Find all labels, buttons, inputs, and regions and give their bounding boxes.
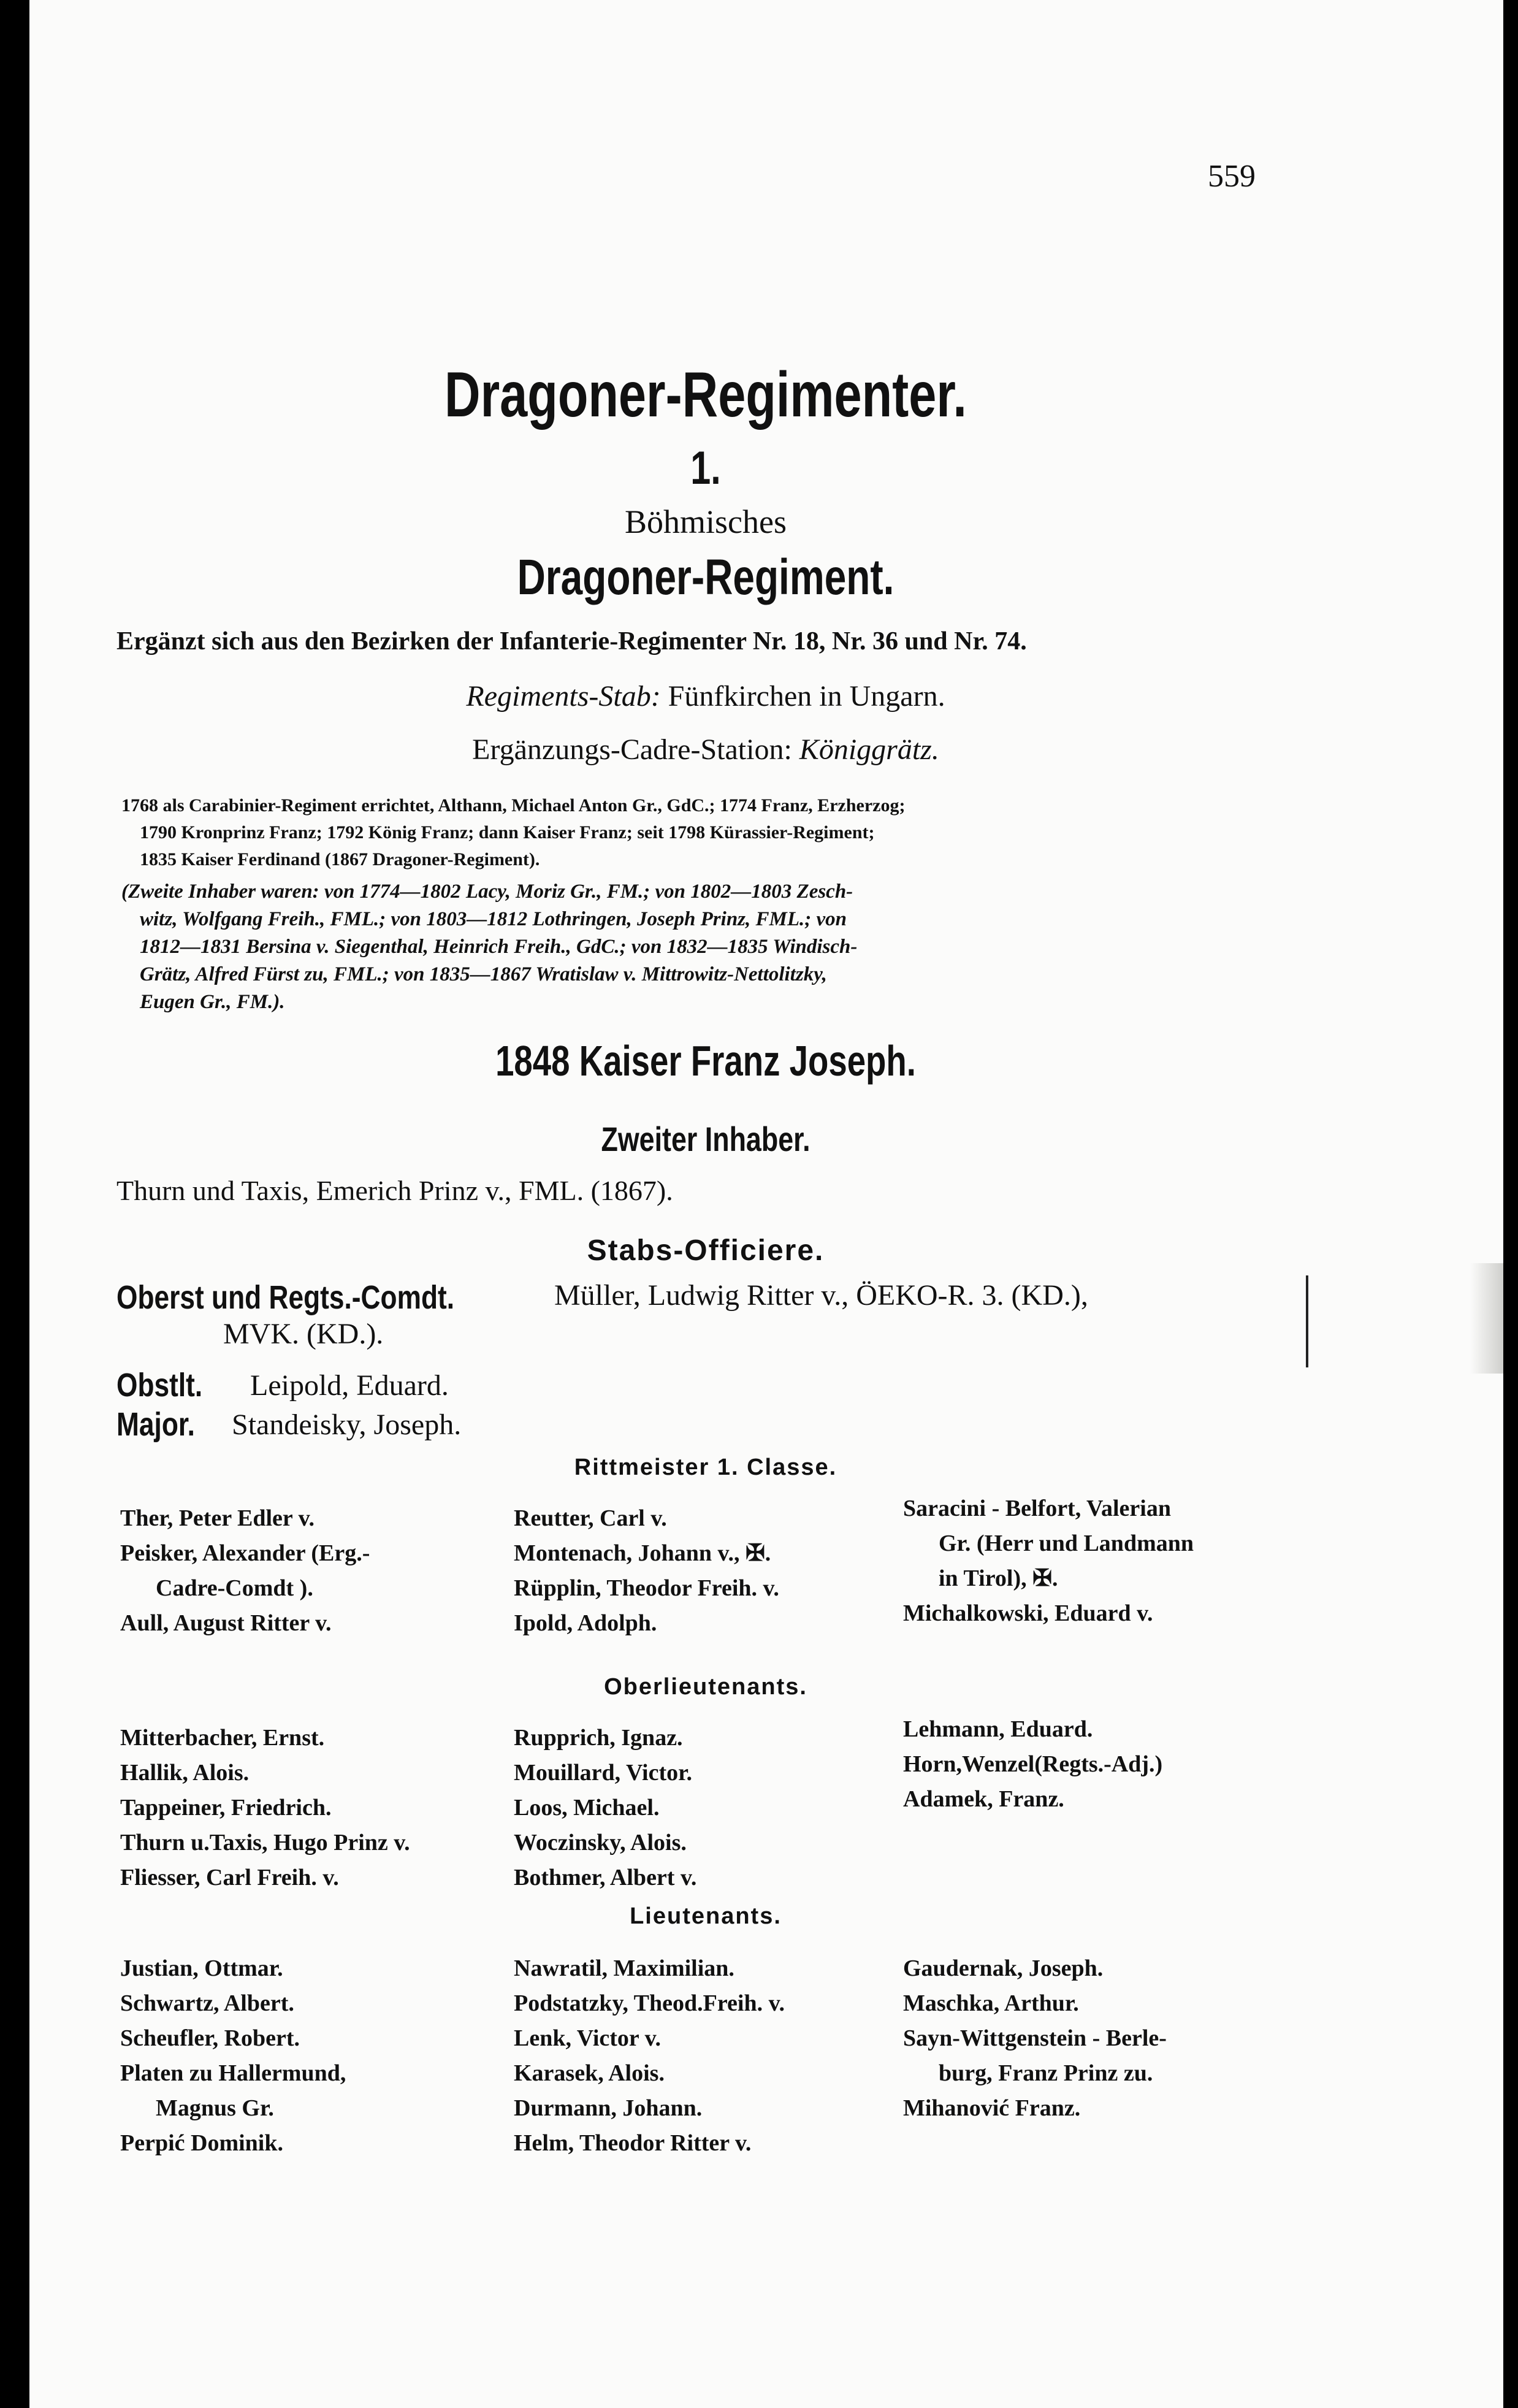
list-item: Bothmer, Albert v. <box>514 1865 697 1890</box>
list-item: Mihanović Franz. <box>903 2095 1081 2121</box>
regiment-staff-line <box>29 679 1382 713</box>
list-item: Michalkowski, Eduard v. <box>903 1600 1153 1626</box>
regiment-number: 1. <box>690 442 721 494</box>
list-item: Karasek, Alois. <box>514 2060 665 2086</box>
regiment-staff-label: Regiments-Stab: <box>466 680 661 713</box>
major-rank: Major. <box>116 1406 195 1443</box>
note-line: (Zweite Inhaber waren: von 1774—1802 Lacy, Moriz Gr., FM.; von 1802—1803 Zesch- <box>121 881 853 903</box>
page-number: 559 <box>1208 159 1256 194</box>
obstlt-name: Leipold, Eduard. <box>250 1369 449 1402</box>
list-item: Rüpplin, Theodor Freih. v. <box>514 1575 779 1601</box>
list-item: in Tirol), ✠. <box>939 1565 1058 1591</box>
history-line: 1835 Kaiser Ferdinand (1867 Dragoner-Regiment). <box>140 849 540 870</box>
regiment-history <box>121 792 1305 873</box>
list-item: Fliesser, Carl Freih. v. <box>120 1865 339 1890</box>
list-item: Mitterbacher, Ernst. <box>120 1725 325 1751</box>
list-item: Woczinsky, Alois. <box>514 1830 687 1856</box>
list-item: Sayn-Wittgenstein - Berle- <box>903 2025 1167 2051</box>
page-edge-shadow <box>1470 1263 1503 1374</box>
list-item: Platen zu Hallermund, <box>120 2060 346 2086</box>
note-line: witz, Wolfgang Freih., FML.; von 1803—1812 Lothringen, Joseph Prinz, FML.; von <box>140 908 847 930</box>
list-item: Reutter, Carl v. <box>514 1505 667 1531</box>
note-line: Eugen Gr., FM.). <box>140 991 285 1013</box>
list-item: Rupprich, Ignaz. <box>514 1725 683 1751</box>
major-name: Standeisky, Joseph. <box>232 1408 462 1441</box>
list-item: Durmann, Johann. <box>514 2095 703 2121</box>
list-item: Perpić Dominik. <box>120 2130 283 2156</box>
obstlt-rank: Obstlt. <box>116 1367 203 1404</box>
list-item: Hallik, Alois. <box>120 1760 250 1786</box>
list-item: Thurn u.Taxis, Hugo Prinz v. <box>120 1830 410 1856</box>
list-item: Gaudernak, Joseph. <box>903 1955 1104 1981</box>
list-item: Gr. (Herr und Landmann <box>939 1531 1194 1556</box>
list-item: Tappeiner, Friedrich. <box>120 1795 332 1821</box>
second-owner-heading: Zweiter Inhaber. <box>601 1120 810 1158</box>
list-item: Ipold, Adolph. <box>514 1610 657 1636</box>
oberlieutenants-heading: Oberlieutenants. <box>604 1674 807 1700</box>
list-item: Horn,Wenzel(Regts.-Adj.) <box>903 1751 1163 1777</box>
rittmeister-col-1 <box>120 1501 370 1641</box>
staff-officers-heading: Stabs-Officiere. <box>587 1234 825 1267</box>
regiment-type: Dragoner-Regiment. <box>517 549 894 605</box>
cadre-station-line <box>29 733 1382 766</box>
list-item: Loos, Michael. <box>514 1795 660 1821</box>
second-owners-note <box>121 878 1305 1016</box>
rittmeister-col-3 <box>903 1491 1194 1631</box>
oberlieutenants-col-3 <box>903 1712 1162 1817</box>
lieutenants-col-2 <box>514 1951 785 2161</box>
recruitment-line: Ergänzt sich aus den Bezirken der Infanterie-Regimenter Nr. 18, Nr. 36 und Nr. 74. <box>116 627 1027 656</box>
list-item: Scheufler, Robert. <box>120 2025 300 2051</box>
history-line: 1790 Kronprinz Franz; 1792 König Franz; dann Kaiser Franz; seit 1798 Kürassier-Regiment; <box>140 822 875 843</box>
list-item: Schwartz, Albert. <box>120 1990 294 2016</box>
list-item: Helm, Theodor Ritter v. <box>514 2130 752 2156</box>
list-item: Justian, Ottmar. <box>120 1955 283 1981</box>
oberst-rank: Oberst und Regts.-Comdt. <box>116 1279 455 1316</box>
rittmeister-col-2 <box>514 1501 779 1641</box>
owner-heading: 1848 Kaiser Franz Joseph. <box>495 1037 916 1085</box>
list-item: Podstatzky, Theod.Freih. v. <box>514 1990 785 2016</box>
regiment-origin: Böhmisches <box>625 503 787 540</box>
oberst-name-cont: MVK. (KD.). <box>223 1318 384 1350</box>
cadre-station-value: Königgrätz. <box>799 733 939 766</box>
list-item: Aull, August Ritter v. <box>120 1610 332 1636</box>
list-item: Montenach, Johann v., ✠. <box>514 1540 771 1566</box>
rittmeister-heading: Rittmeister 1. Classe. <box>574 1454 837 1480</box>
note-line: 1812—1831 Bersina v. Siegenthal, Heinrich Freih., GdC.; von 1832—1835 Windisch- <box>140 936 858 958</box>
page-title: Dragoner-Regimenter. <box>444 359 967 430</box>
list-item: Adamek, Franz. <box>903 1786 1064 1812</box>
margin-line <box>1306 1275 1308 1367</box>
list-item: Cadre-Comdt ). <box>156 1575 313 1601</box>
list-item: Peisker, Alexander (Erg.- <box>120 1540 370 1566</box>
history-line: 1768 als Carabinier-Regiment errichtet, Althann, Michael Anton Gr., GdC.; 1774 Franz, Erzherzog; <box>121 795 906 816</box>
list-item: Saracini - Belfort, Valerian <box>903 1496 1171 1521</box>
list-item: Mouillard, Victor. <box>514 1760 692 1786</box>
regiment-staff-value: Fünfkirchen in Ungarn. <box>668 680 945 713</box>
note-line: Grätz, Alfred Fürst zu, FML.; von 1835—1867 Wratislaw v. Mittrowitz-Nettolitzky, <box>140 963 827 985</box>
lieutenants-heading: Lieutenants. <box>630 1903 782 1929</box>
oberlieutenants-col-2 <box>514 1721 696 1895</box>
second-owner-name: Thurn und Taxis, Emerich Prinz v., FML. (1867). <box>116 1175 673 1206</box>
oberlieutenants-col-1 <box>120 1721 410 1895</box>
list-item: Maschka, Arthur. <box>903 1990 1079 2016</box>
lieutenants-col-3 <box>903 1951 1167 2126</box>
list-item: Magnus Gr. <box>156 2095 274 2121</box>
cadre-station-label: Ergänzungs-Cadre-Station: <box>472 733 792 766</box>
list-item: burg, Franz Prinz zu. <box>939 2060 1153 2086</box>
list-item: Lenk, Victor v. <box>514 2025 661 2051</box>
list-item: Nawratil, Maximilian. <box>514 1955 734 1981</box>
list-item: Ther, Peter Edler v. <box>120 1505 315 1531</box>
book-page <box>29 0 1503 2408</box>
oberst-name: Müller, Ludwig Ritter v., ÖEKO-R. 3. (KD.), <box>554 1279 1088 1312</box>
lieutenants-col-1 <box>120 1951 346 2161</box>
list-item: Lehmann, Eduard. <box>903 1716 1093 1742</box>
